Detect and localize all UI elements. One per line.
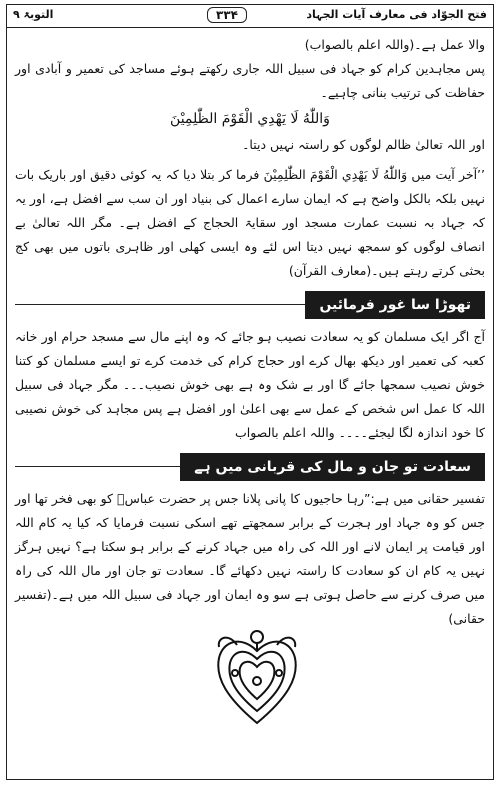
page-number: ۳۳۴ (207, 7, 247, 23)
section-heading-2 (15, 453, 485, 481)
paragraph-tafsir: تفسیر حقانی میں ہے:”رہا حاجیوں کا پانی پلانا جس پر حضرت عباسؓ کو بھی فخر تھا اور جس کو وہ جہاد اور ہجرت کے برابر سمجھتے تھے اسکی نسبت فرمایا کہ کیا یہ کام اللہ اور قیامت پر ایمان لانے اور اللہ کی راہ میں جہاد کرنے کے برابر ہو سکتا ہے؟ نہیں ہرگز نہیں یہ کام ان کو سعادت کا راستہ نہیں دکھائے گا۔ سعادت تو جان اور مال اللہ کی راہ میں صرف کرنے سے حاصل ہوتی ہے سو وہ ایمان اور جہاد فی سبیل اللہ میں ہے۔(تفسیر حقانی) (15, 491, 485, 626)
heart-ornament-icon (207, 623, 307, 733)
paragraph-commentary: ’’آخر آیت میں وَاللّٰهُ لَا يَهْدِي الْقَوْمَ الظّٰلِمِيْنَ فرما کر بتلا دیا کہ یہ کوئی دقیق اور باریک بات نہیں بلکہ بالکل واضح ہے کہ ایمان سارے اعمال کی بنیاد اور ان سب سے افضل ہے، اور یہ کہ جہاد بہ نسبت عمارت مسجد اور سقایۃ الحجاج کے افضل ہے۔ مگر اللہ تعالیٰ بے انصاف لوگوں کو سمجھ نہیں دیتا اس لئے وہ ایسی کھلی اور ظاہری باتوں میں بھی کج بحثی کرتے رہتے ہیں۔(معارف القرآن) (15, 167, 485, 278)
page-frame (6, 4, 494, 780)
arabic-verse: وَاللّٰهُ لَا يَهْدِي الْقَوْمَ الظّٰلِمِيْنَ (170, 111, 330, 127)
heading-1-label: تھوڑا سا غور فرمائیں (305, 291, 485, 319)
paragraph-1: والا عمل ہے۔(واللہ اعلم بالصواب) (304, 37, 485, 52)
heading-2-label: سعادت تو جان و مال کی قربانی میں ہے (180, 453, 485, 481)
book-title: فتح الجوّاد فی معارف آیات الجہاد (306, 8, 487, 21)
paragraph-2: پس مجاہدین کرام کو جہاد فی سبیل اللہ جاری رکھتے ہوئے مساجد کی تعمیر و آبادی اور حفاظت کی ترتیب بنانی چاہیے۔ (15, 61, 485, 100)
verse-translation: اور اللہ تعالیٰ ظالم لوگوں کو راستہ نہیں دیتا۔ (242, 137, 485, 152)
page-content (15, 33, 485, 631)
paragraph-reflection: آج اگر ایک مسلمان کو یہ سعادت نصیب ہو جائے کہ وہ اپنے مال سے مسجد حرام اور خانہ کعبہ کی تعمیر اور دیکھ بھال کرے اور حجاج کرام کی خدمت کرے تو ایسے مسلمان کو کتنا خوش نصیب سمجھا جائے گا اور بے شک وہ ہے بھی خوش نصیب۔۔۔ مگر جہاد فی سبیل اللہ کا عمل اس شخص کے عمل سے بھی اعلیٰ اور افضل ہے پس مجاہد کی خوش نصیبی کا خود اندازہ لگا لیجئے۔۔۔۔ واللہ اعلم بالصواب (15, 329, 485, 440)
section-heading-1 (15, 291, 485, 319)
page-header (7, 5, 493, 28)
chapter-label: التوبۃ ۹ (13, 8, 54, 21)
